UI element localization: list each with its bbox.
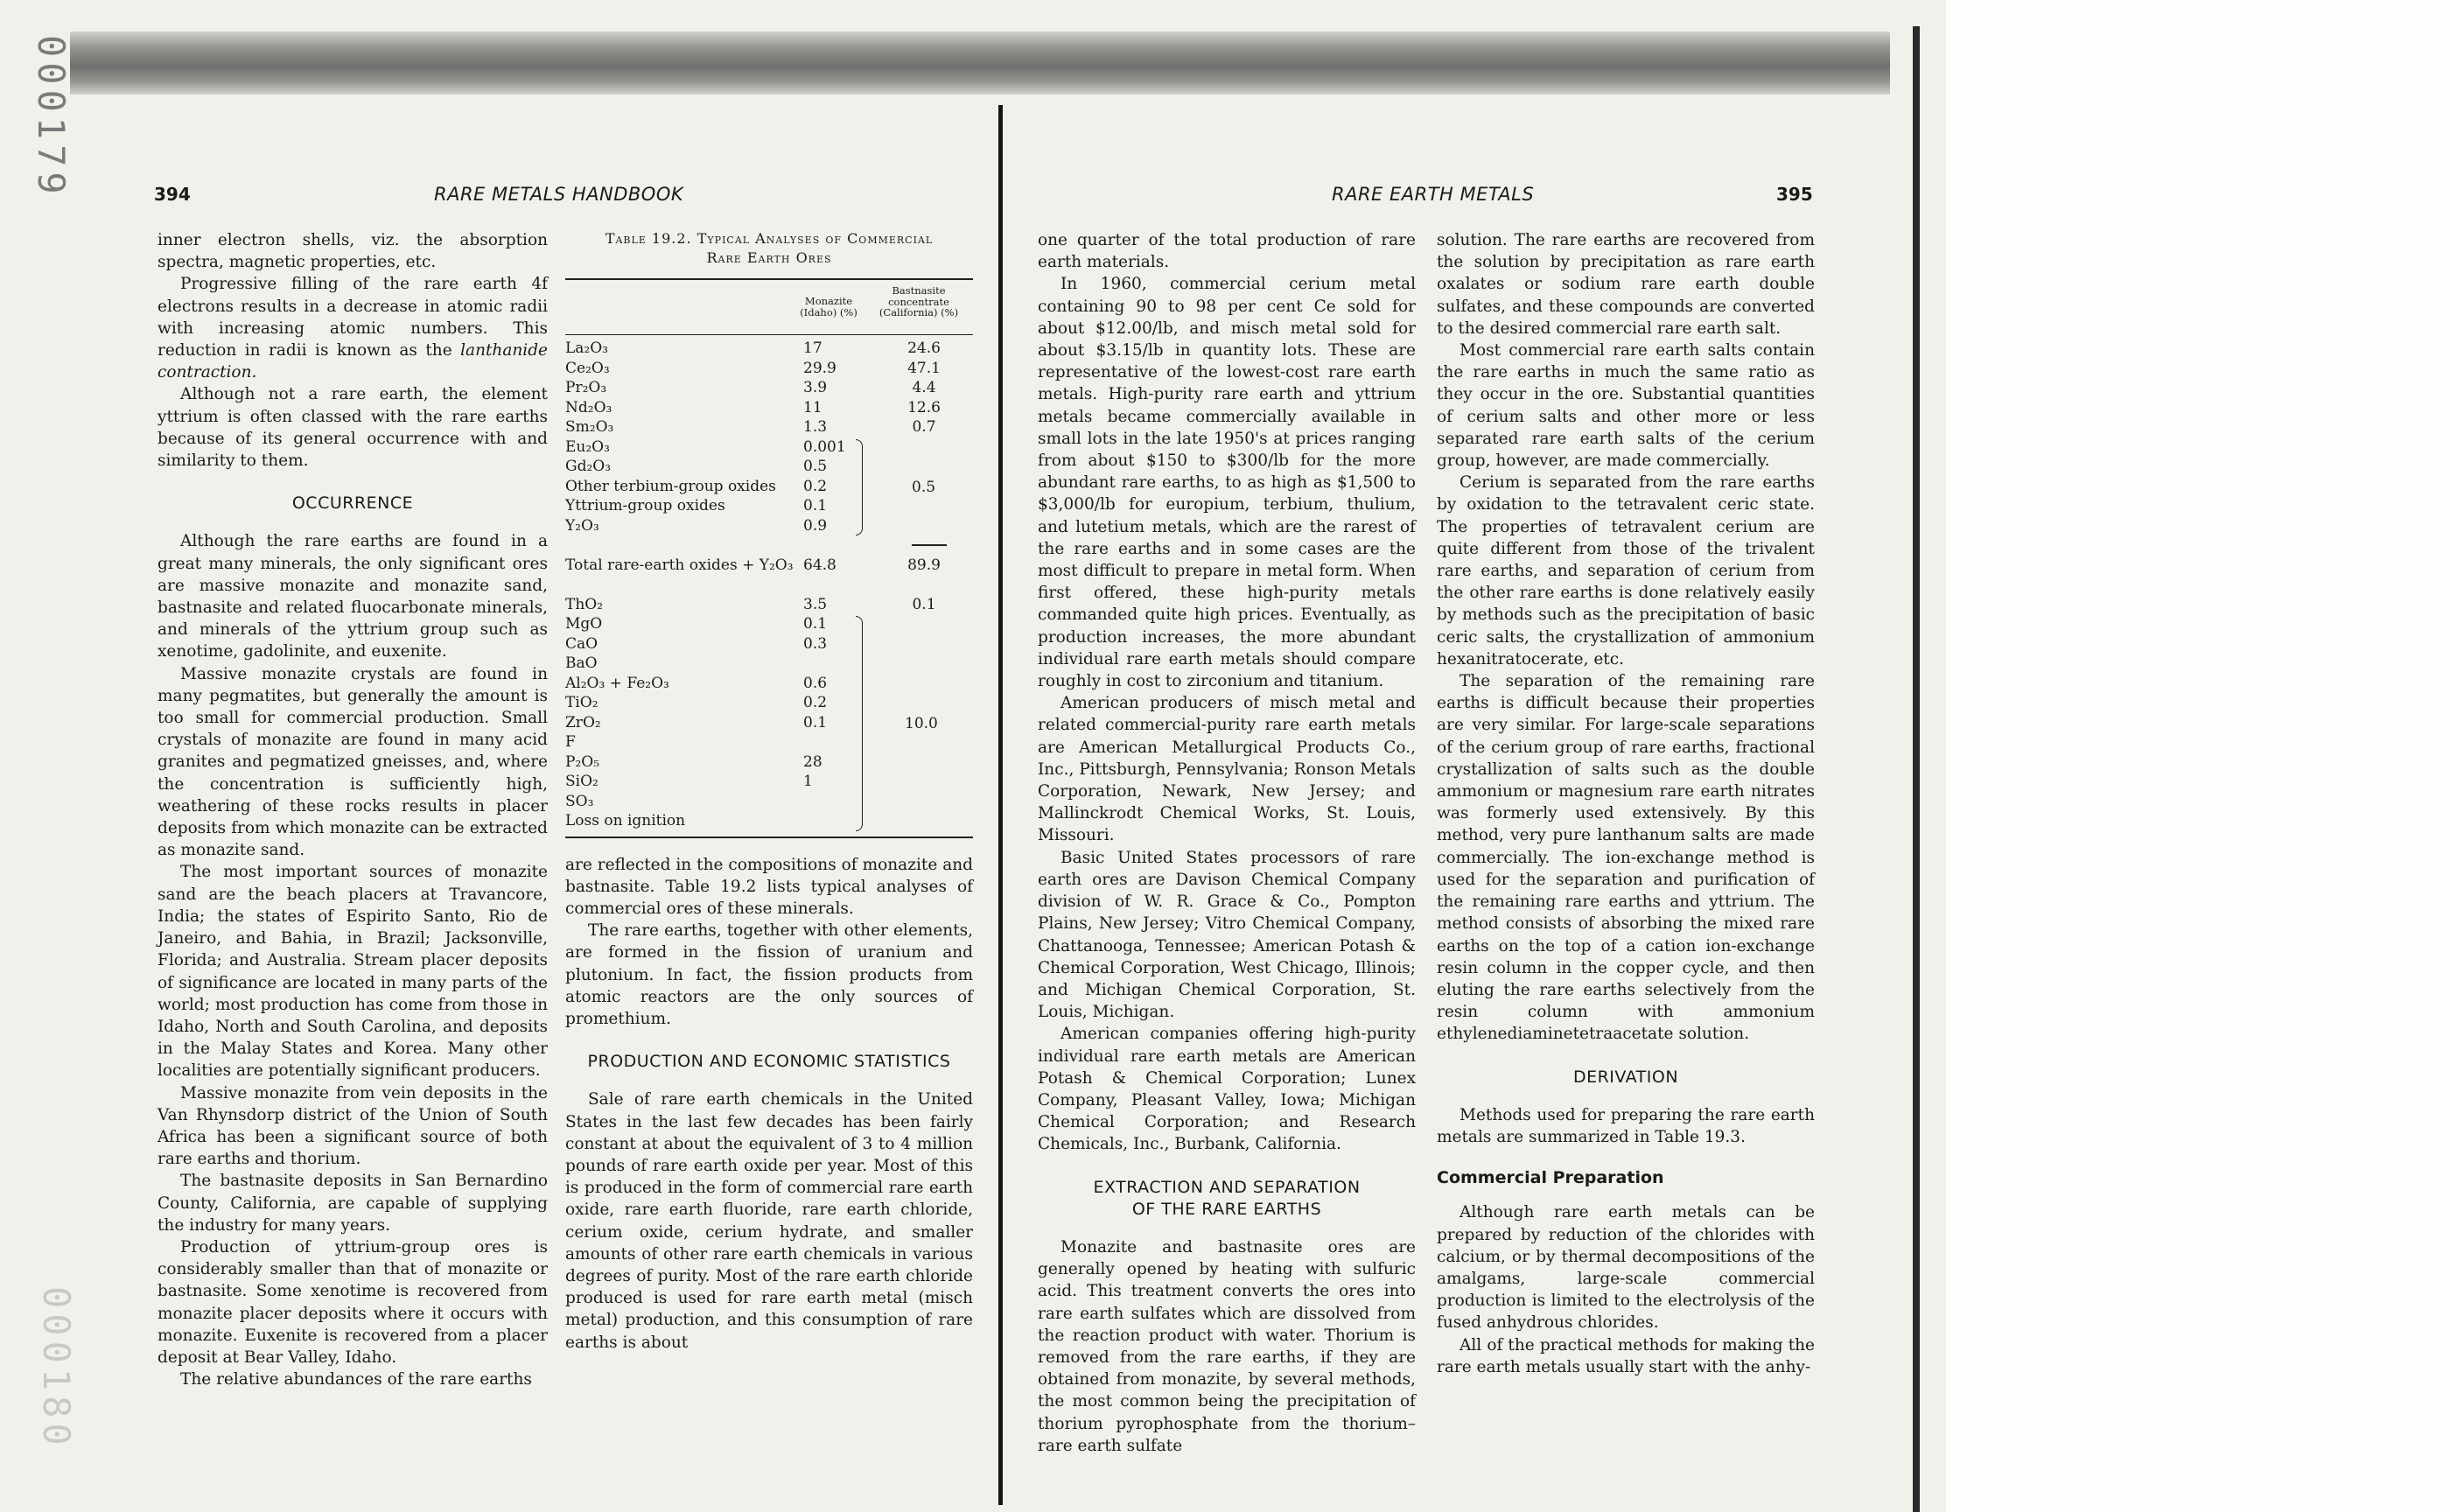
table-row <box>565 772 973 792</box>
row-label: Gd₂O₃ <box>565 458 612 475</box>
table-row <box>565 438 973 458</box>
row-label: SO₃ <box>565 792 594 810</box>
table-caption: Table 19.2. Typical Analyses of Commercial Rare Earth Ores <box>605 230 934 266</box>
paragraph: The relative abundances of the rare earths <box>180 1370 532 1390</box>
row-label: MgO <box>565 615 603 633</box>
table-row <box>565 654 973 674</box>
row-label: Y₂O₃ <box>565 516 599 535</box>
row-label: ZrO₂ <box>565 713 601 732</box>
subsection-heading-commercial: Commercial Preparation <box>1437 1168 1664 1188</box>
table-row <box>565 811 973 831</box>
row-label: SiO₂ <box>565 773 598 790</box>
brace-value: 0.5 <box>912 478 936 496</box>
table-row <box>565 595 973 615</box>
table-row <box>565 614 973 634</box>
row-label: TiO₂ <box>565 694 598 711</box>
cell-monazite: 0.001 <box>803 438 846 456</box>
cell-bastnasite: 24.6 <box>907 340 941 357</box>
running-head-right: RARE EARTH METALS <box>1332 184 1535 205</box>
paragraph: Most commercial rare earth salts contain the rare earths in much the same ratio as they occur in the ore. Substantial quantities of cerium salts and other more or less separated rare earth salts of the cerium group, however, are made commercially. <box>1437 341 1815 471</box>
cell-monazite: 0.3 <box>803 634 828 653</box>
cell-monazite: 0.6 <box>803 674 828 692</box>
cell-bastnasite: 4.4 <box>912 379 936 396</box>
scan-shadow-strip <box>70 32 1890 94</box>
column-header-monazite: Monazite (Idaho) (%) <box>800 295 858 318</box>
paragraph: The separation of the remaining rare earths is difficult because their properties are very similar. For large-scale separations of the cerium group of rare earths, fractional crystallization of salts such as the double ammonium or magnesium rare earth nitrates was formerly used extensively. By this method, very pure lanthanum salts are made commercially. The ion-exchange method is used for the separation and purification of the remaining rare earths and yttrium. The method consists of absorbing the mixed rare earths on the top of a cation ion-exchange resin column in the copper cycle, and then eluting the rare earths selectively from the resin column with ammonium ethylenediaminetetraacetate solution. <box>1437 672 1815 1044</box>
table-row <box>565 752 973 773</box>
row-label: CaO <box>565 634 598 653</box>
paragraph: American producers of misch metal and related commercial-purity rare earth metals are American Metallurgical Products Co., Inc., Pittsburgh, Pennsylvania; Ronson Metals Corporation, Newark, New Jersey; and Mallinckrodt Chemical Works, St. Louis, Missouri. <box>1038 694 1416 845</box>
cell-bastnasite: 47.1 <box>907 359 941 377</box>
cell-monazite: 0.2 <box>803 694 828 711</box>
table-row <box>565 378 973 398</box>
cell-monazite: 0.1 <box>803 497 828 514</box>
cell-monazite: 0.5 <box>803 458 828 475</box>
row-label: Sm₂O₃ <box>565 418 614 436</box>
table-row <box>565 693 973 713</box>
paragraph: Although the rare earths are found in a great many minerals, the only significant ores are massive monazite and monazite sand, bastnasite and related fluocarbonate minerals, and minerals of the yttrium group such as xenotime, gadolinite, and euxenite. <box>158 532 548 662</box>
cell-monazite: 0.2 <box>803 477 828 495</box>
row-label: Other terbium-group oxides <box>565 477 776 495</box>
grouping-brace <box>856 439 863 536</box>
right-column-1 <box>1038 229 1416 1457</box>
paragraph: Monazite and bastnasite ores are generally opened by heating with sulfuric acid. This treatment converts the ores into rare earth sulfates which are dissolved from the reaction product with water. Thorium is removed from the rare earths, if they are obtained from monazite, by several methods, the most common being the precipitation of thorium pyrophosphate from the thorium–rare earth sulfate <box>1038 1237 1416 1455</box>
cell-monazite: 28 <box>803 752 822 771</box>
cell-monazite: 0.1 <box>803 615 828 633</box>
paragraph: The bastnasite deposits in San Bernardino County, California, are capable of supplying the industry for many years. <box>158 1172 548 1235</box>
cell-monazite: 1.3 <box>803 418 828 436</box>
table-body <box>565 335 973 836</box>
left-column-1 <box>158 229 548 1390</box>
cell-bastnasite: 89.9 <box>907 556 941 574</box>
section-heading-production: PRODUCTION AND ECONOMIC STATISTICS <box>587 1052 951 1072</box>
table-row <box>565 575 973 595</box>
book-gutter <box>998 105 1003 1505</box>
cell-monazite: 3.9 <box>803 379 828 396</box>
cell-monazite: 3.5 <box>803 595 828 613</box>
brace-value: 10.0 <box>905 714 938 732</box>
running-head-left: RARE METALS HANDBOOK <box>434 184 684 205</box>
row-label: ThO₂ <box>565 595 604 613</box>
table-row <box>565 359 973 379</box>
left-column-2 <box>565 229 973 1354</box>
paragraph: Methods used for preparing the rare earth metals are summarized in Table 19.3. <box>1437 1105 1815 1146</box>
section-heading-derivation: DERIVATION <box>1572 1067 1679 1087</box>
paragraph: All of the practical methods for making the rare earth metals usually start with the anhy- <box>1437 1335 1815 1376</box>
row-label: La₂O₃ <box>565 340 608 357</box>
cell-monazite: 11 <box>803 398 822 416</box>
row-label: Loss on ignition <box>565 812 686 830</box>
table-header <box>565 280 973 335</box>
cell-monazite: 64.8 <box>803 556 836 574</box>
frame-number-bottom: 000180 <box>35 1286 78 1451</box>
row-label: Yttrium-group oxides <box>565 497 725 514</box>
row-label: Nd₂O₃ <box>565 398 612 416</box>
analysis-table <box>565 278 973 838</box>
row-label: P₂O₅ <box>565 752 600 771</box>
grouping-brace <box>856 616 863 831</box>
paragraph: one quarter of the total production of rare earth materials. <box>1038 231 1416 272</box>
right-column-2 <box>1437 229 1815 1378</box>
table-row <box>565 417 973 438</box>
paragraph: Progressive filling of the rare earth 4f electrons results in a decrease in atomic radii with increasing atomic numbers. This reduction in radii is known as the lanthanide contraction. <box>158 275 548 382</box>
table-row <box>565 516 973 536</box>
cell-monazite: 1 <box>803 773 813 790</box>
table-row <box>565 634 973 654</box>
cell-monazite: 29.9 <box>803 359 836 377</box>
row-label: Eu₂O₃ <box>565 438 610 456</box>
paragraph: Massive monazite crystals are found in many pegmatites, but generally the amount is too small for commercial production. Small crystals of monazite are found in many acid granites and pegmatized gneisses, and, where the concentration is sufficiently high, weathering of these rocks results in placer deposits from which monazite can be extracted as monazite sand. <box>158 664 548 860</box>
frame-number-top: 000179 <box>30 35 73 200</box>
row-label: F <box>565 733 576 751</box>
paragraph: solution. The rare earths are recovered from the solution by precipitation as rare earth oxalates or sodium rare earth double sulfates, and these compounds are converted to the desired commercial rare earth salt. <box>1437 231 1815 338</box>
paragraph: are reflected in the compositions of monazite and bastnasite. Table 19.2 lists typical analyses of commercial ores of these minerals. <box>565 855 973 918</box>
paragraph: Production of yttrium-group ores is considerably smaller than that of monazite or bastnasite. Some xenotime is recovered from monazite placer deposits where it occurs with monazite. Euxenite is recovered from a placer deposit at Bear Valley, Idaho. <box>158 1237 548 1367</box>
paragraph: Cerium is separated from the rare earths by oxidation to the tetravalent ceric state. The properties of tetravalent cerium are quite different from those of the trivalent rare earths, and separation of cerium from the other rare earths is done relatively easily by methods such as the precipitation of basic ceric salts, the crystallization of ammonium hexanitratocerate, etc. <box>1437 473 1815 668</box>
row-label: Al₂O₃ + Fe₂O₃ <box>565 674 669 692</box>
section-heading-occurrence: OCCURRENCE <box>291 494 414 514</box>
table-row <box>565 792 973 812</box>
paragraph: The rare earths, together with other elements, are formed in the fission of uranium and plutonium. In fact, the fission products from atomic reactors are the only sources of promethium. <box>565 921 973 1028</box>
row-label: Total rare-earth oxides + Y₂O₃ <box>565 556 794 574</box>
cell-bastnasite: 12.6 <box>907 398 941 416</box>
table-row <box>565 339 973 359</box>
paragraph: The most important sources of monazite sand are the beach placers at Travancore, India; the states of Espirito Santo, Rio de Janeiro, and Bahia, in Brazil; Jacksonville, Florida; and Australia. Stream placer deposits of significance are located in many parts of the world; most production has come from those in Idaho, North and South Carolina, and deposits in the Malay States and Korea. Many other localities are potentially significant producers. <box>158 863 548 1081</box>
paragraph: American companies offering high-purity individual rare earth metals are American Potash & Chemical Corporation; Lunex Company, Pleasant Valley, Iowa; Michigan Chemical Corporation; and Research Chemicals, Inc., Burbank, California. <box>1038 1025 1416 1154</box>
paragraph: Although not a rare earth, the element yttrium is often classed with the rare earths because of its general occurrence with and similarity to them. <box>158 385 548 471</box>
row-label: BaO <box>565 654 598 672</box>
page-number-left: 394 <box>154 184 191 205</box>
table-row <box>565 457 973 477</box>
paragraph: Although rare earth metals can be prepared by reduction of the chlorides with calcium, or by thermal decompositions of the amalgams, large-scale commercial production is limited to the electrolysis of the fused anhydrous chlorides. <box>1437 1203 1815 1333</box>
paragraph: Massive monazite from vein deposits in the Van Rhynsdorp district of the Union of South Africa has been a significant source of both rare earths and thorium. <box>158 1083 548 1169</box>
sum-rule <box>912 544 947 546</box>
table-row <box>565 674 973 694</box>
cell-bastnasite: 0.1 <box>912 595 936 613</box>
paragraph: inner electron shells, viz. the absorption spectra, magnetic properties, etc. <box>158 231 548 272</box>
cell-monazite: 0.1 <box>803 713 828 732</box>
cell-monazite: 0.9 <box>803 516 828 535</box>
row-label: Pr₂O₃ <box>565 379 607 396</box>
paragraph: Basic United States processors of rare earth ores are Davison Chemical Company division of W. R. Grace & Co., Pompton Plains, New Jersey; Vitro Chemical Company, Chattanooga, Tennessee; American Potash & Chemical Corporation, West Chicago, Illinois; and Michigan Chemical Corporation, St. Louis, Michigan. <box>1038 848 1416 1022</box>
cell-bastnasite: 0.7 <box>912 418 936 436</box>
paragraph: Sale of rare earth chemicals in the United States in the last few decades has been fairly constant at about the equivalent of 3 to 4 million pounds of rare earth oxide per year. Most of this is produced in the form of commercial rare earth oxide, rare earth fluoride, rare earth chloride, cerium oxide, cerium hydrate, and smaller amounts of other rare earth chemicals in various degrees of purity. Most of the rare earth chloride produced is used for rare earth metal (misch metal) production, and this consumption of rare earths is about <box>565 1090 973 1352</box>
table-row <box>565 556 973 576</box>
page-edge <box>1913 26 1920 1512</box>
page-number-right: 395 <box>1776 184 1813 205</box>
table-row <box>565 398 973 418</box>
paragraph: In 1960, commercial cerium metal containing 90 to 98 per cent Ce sold for about $12.00/lb, and misch metal sold for about $3.15/lb in quantity lots. These are representative of the lowest-cost rare earth metals. High-purity rare earth and yttrium metals became commercially available in small lots in the late 1950's at prices ranging from about $150 to $300/lb for the more abundant rare earths, to as high as $1,500 to $3,000/lb for europium, terbium, thulium, and lutetium metals, which are the rarest of the rare earths and in some cases are the most difficult to prepare in metal form. When first offered, these high-purity metals commanded quite high prices. Eventually, as production increases, the more abundant individual rare earth metals should compare roughly in cost to zirconium and titanium. <box>1038 275 1416 691</box>
cell-monazite: 17 <box>803 340 822 357</box>
section-heading-extraction: EXTRACTION AND SEPARATION OF THE RARE EARTHS <box>1093 1177 1361 1219</box>
column-header-bastnasite: Bastnasite concentrate (California) (%) <box>878 284 959 318</box>
table-row <box>565 496 973 516</box>
row-label: Ce₂O₃ <box>565 359 610 377</box>
table-row <box>565 732 973 752</box>
